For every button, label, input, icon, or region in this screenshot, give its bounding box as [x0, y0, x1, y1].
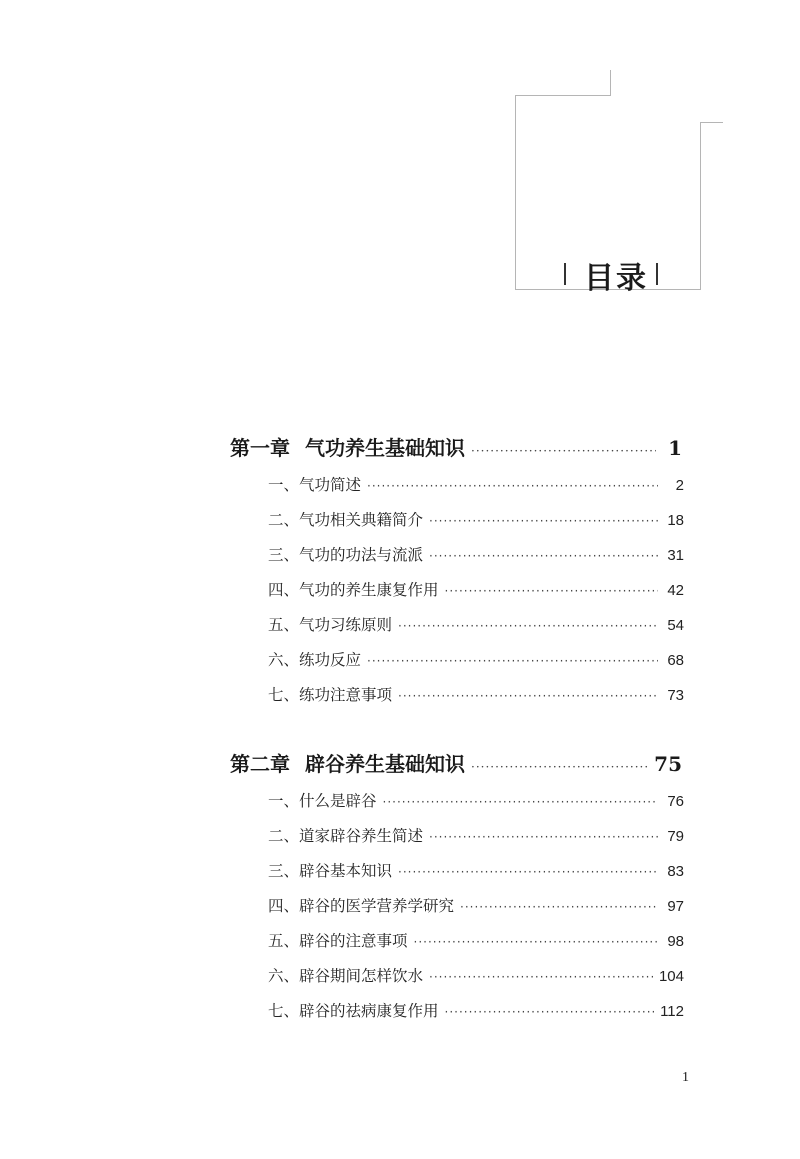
toc-entry-2-4[interactable] — [268, 894, 684, 916]
title-bar-left — [564, 263, 566, 285]
toc-entry-1-5[interactable] — [268, 613, 684, 635]
frame-line-top-stub — [610, 70, 611, 96]
frame-line-right — [700, 122, 701, 290]
entry-page: 54 — [667, 617, 684, 634]
entry-label: 六、练功反应 — [268, 651, 362, 669]
entry-label: 四、气功的养生康复作用 — [268, 581, 439, 599]
entry-page: 76 — [667, 793, 684, 810]
entry-label: 一、气功简述 — [268, 476, 362, 494]
leader-dots — [471, 760, 648, 774]
toc-title-block — [562, 255, 662, 295]
entry-label: 二、道家辟谷养生简述 — [268, 827, 424, 845]
toc-entry-2-7[interactable] — [268, 999, 684, 1021]
chapter-2-name: 辟谷养生基础知识 — [305, 752, 465, 776]
toc-entry-1-4[interactable] — [268, 578, 684, 600]
entry-page: 83 — [667, 863, 684, 880]
chapter-2-label: 第二章 — [230, 752, 290, 776]
chapter-1-page: 1 — [668, 436, 682, 460]
entry-label: 七、辟谷的祛病康复作用 — [268, 1002, 439, 1020]
entry-page: 68 — [667, 652, 684, 669]
chapter-1-row[interactable] — [230, 432, 682, 461]
chapter-2-page: 75 — [654, 752, 682, 776]
leader-dots — [414, 935, 658, 949]
page-number: 1 — [682, 1070, 689, 1085]
frame-line-left — [515, 95, 516, 290]
page-title: 目录 — [584, 261, 648, 296]
chapter-1-label: 第一章 — [230, 436, 290, 460]
entry-page: 31 — [667, 547, 684, 564]
toc-entry-1-3[interactable] — [268, 543, 684, 565]
entry-label: 五、气功习练原则 — [268, 616, 393, 634]
entry-page: 18 — [667, 512, 684, 529]
leader-dots — [398, 865, 658, 879]
toc-entry-2-2[interactable] — [268, 824, 684, 846]
entry-label: 三、气功的功法与流派 — [268, 546, 424, 564]
title-bar-right — [656, 263, 658, 285]
entry-label: 二、气功相关典籍简介 — [268, 511, 424, 529]
entry-page: 97 — [667, 898, 684, 915]
toc-entry-1-2[interactable] — [268, 508, 684, 530]
frame-line-top — [515, 95, 611, 96]
toc-entry-1-7[interactable] — [268, 683, 684, 705]
chapter-2-row[interactable] — [230, 748, 682, 777]
toc-entry-1-1[interactable] — [268, 473, 684, 495]
entry-page: 73 — [667, 687, 684, 704]
leader-dots — [367, 479, 658, 493]
leader-dots — [383, 795, 658, 809]
leader-dots — [429, 830, 658, 844]
leader-dots — [398, 619, 658, 633]
frame-line-right-top — [700, 122, 723, 123]
leader-dots — [398, 689, 658, 703]
leader-dots — [471, 444, 656, 458]
toc-entry-2-5[interactable] — [268, 929, 684, 951]
leader-dots — [429, 970, 653, 984]
entry-page: 2 — [675, 477, 684, 494]
leader-dots — [460, 900, 658, 914]
entry-label: 三、辟谷基本知识 — [268, 862, 393, 880]
entry-page: 98 — [667, 933, 684, 950]
toc-entry-2-1[interactable] — [268, 789, 684, 811]
toc-entry-1-6[interactable] — [268, 648, 684, 670]
entry-page: 104 — [658, 968, 684, 985]
entry-label: 五、辟谷的注意事项 — [268, 932, 408, 950]
leader-dots — [367, 654, 658, 668]
entry-page: 42 — [667, 582, 684, 599]
toc-entry-2-6[interactable] — [268, 964, 684, 986]
leader-dots — [445, 584, 658, 598]
entry-page: 112 — [660, 1003, 684, 1020]
leader-dots — [429, 514, 658, 528]
chapter-1-name: 气功养生基础知识 — [305, 436, 465, 460]
entry-page: 79 — [667, 828, 684, 845]
leader-dots — [445, 1005, 655, 1019]
entry-label: 一、什么是辟谷 — [268, 792, 377, 810]
toc-entry-2-3[interactable] — [268, 859, 684, 881]
entry-label: 七、练功注意事项 — [268, 686, 393, 704]
entry-label: 四、辟谷的医学营养学研究 — [268, 897, 455, 915]
entry-label: 六、辟谷期间怎样饮水 — [268, 967, 424, 985]
leader-dots — [429, 549, 658, 563]
